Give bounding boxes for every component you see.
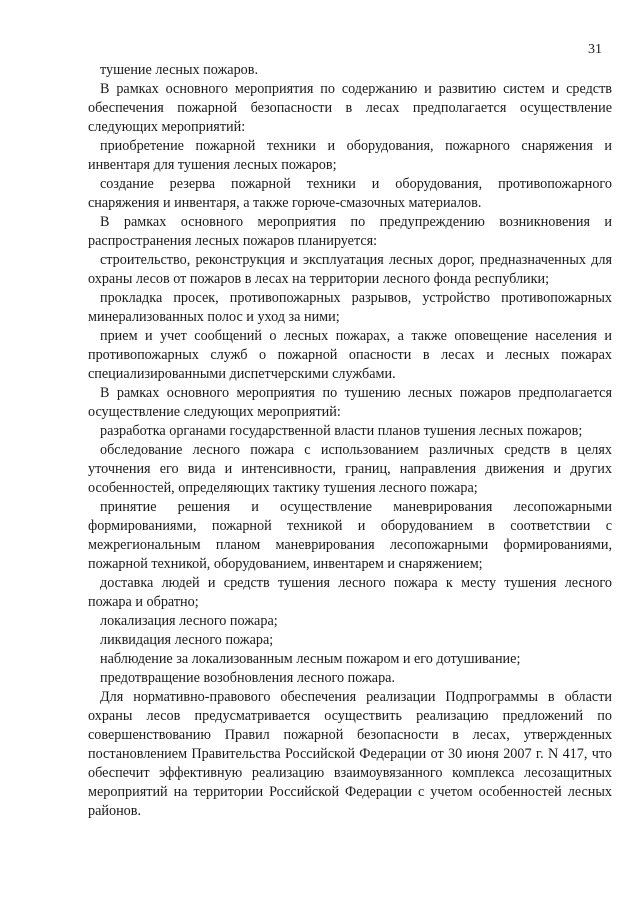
paragraph: Для нормативно-правового обеспечения реализации Подпрограммы в области охраны лесов предусматривается осуществить реализацию предложений по совершенствованию Правил пожарной безопасности в лесах, утвержденных постановлением Правительства Российской Федерации от 30 июня 2007 г. N 417, что обеспечит эффективную реализацию взаимоувязанного комплекса лесозащитных мероприятий на территории Российской Федерации с учетом особенностей лесных районов. — [88, 689, 612, 819]
list-item: приобретение пожарной техники и оборудования, пожарного снаряжения и инвентаря для тушения лесных пожаров; — [88, 138, 612, 173]
list-item: доставка людей и средств тушения лесного пожара к месту тушения лесного пожара и обратно; — [88, 575, 612, 610]
page-number: 31 — [588, 42, 602, 57]
list-item: разработка органами государственной власти планов тушения лесных пожаров; — [100, 423, 583, 439]
list-item: строительство, реконструкция и эксплуатация лесных дорог, предназначенных для охраны лесов от пожаров в лесах на территории лесного фонда республики; — [88, 252, 612, 287]
body-text — [88, 61, 612, 821]
list-item: предотвращение возобновления лесного пожара. — [100, 670, 396, 686]
list-item: принятие решения и осуществление маневрирования лесопожарными формированиями, пожарной техникой и оборудованием в соответствии с межрегиональным планом маневрирования лесопожарными формированиями, пожарной техникой, оборудованием, инвентарем и снаряжением; — [88, 499, 612, 572]
list-item: создание резерва пожарной техники и оборудования, противопожарного снаряжения и инвентаря, а также горюче-смазочных материалов. — [88, 176, 612, 211]
list-item: обследование лесного пожара с использованием различных средств в целях уточнения его вида и интенсивности, границ, направления движения и других особенностей, определяющих тактику тушения лесного пожара; — [88, 442, 612, 496]
list-item: наблюдение за локализованным лесным пожаром и его дотушивание; — [100, 651, 521, 667]
paragraph: В рамках основного мероприятия по тушению лесных пожаров предполагается осуществление следующих мероприятий: — [88, 385, 612, 420]
list-item: прием и учет сообщений о лесных пожарах, а также оповещение населения и противопожарных служб о пожарной опасности в лесах и лесных пожарах специализированными диспетчерскими службами. — [88, 328, 612, 382]
paragraph: тушение лесных пожаров. — [100, 62, 259, 78]
paragraph: В рамках основного мероприятия по содержанию и развитию систем и средств обеспечения пожарной безопасности в лесах предполагается осуществление следующих мероприятий: — [88, 81, 612, 135]
list-item: прокладка просек, противопожарных разрывов, устройство противопожарных минерализованных полос и уход за ними; — [88, 290, 612, 325]
list-item: локализация лесного пожара; — [100, 613, 278, 629]
paragraph: В рамках основного мероприятия по предупреждению возникновения и распространения лесных пожаров планируется: — [88, 214, 612, 249]
list-item: ликвидация лесного пожара; — [100, 632, 274, 648]
